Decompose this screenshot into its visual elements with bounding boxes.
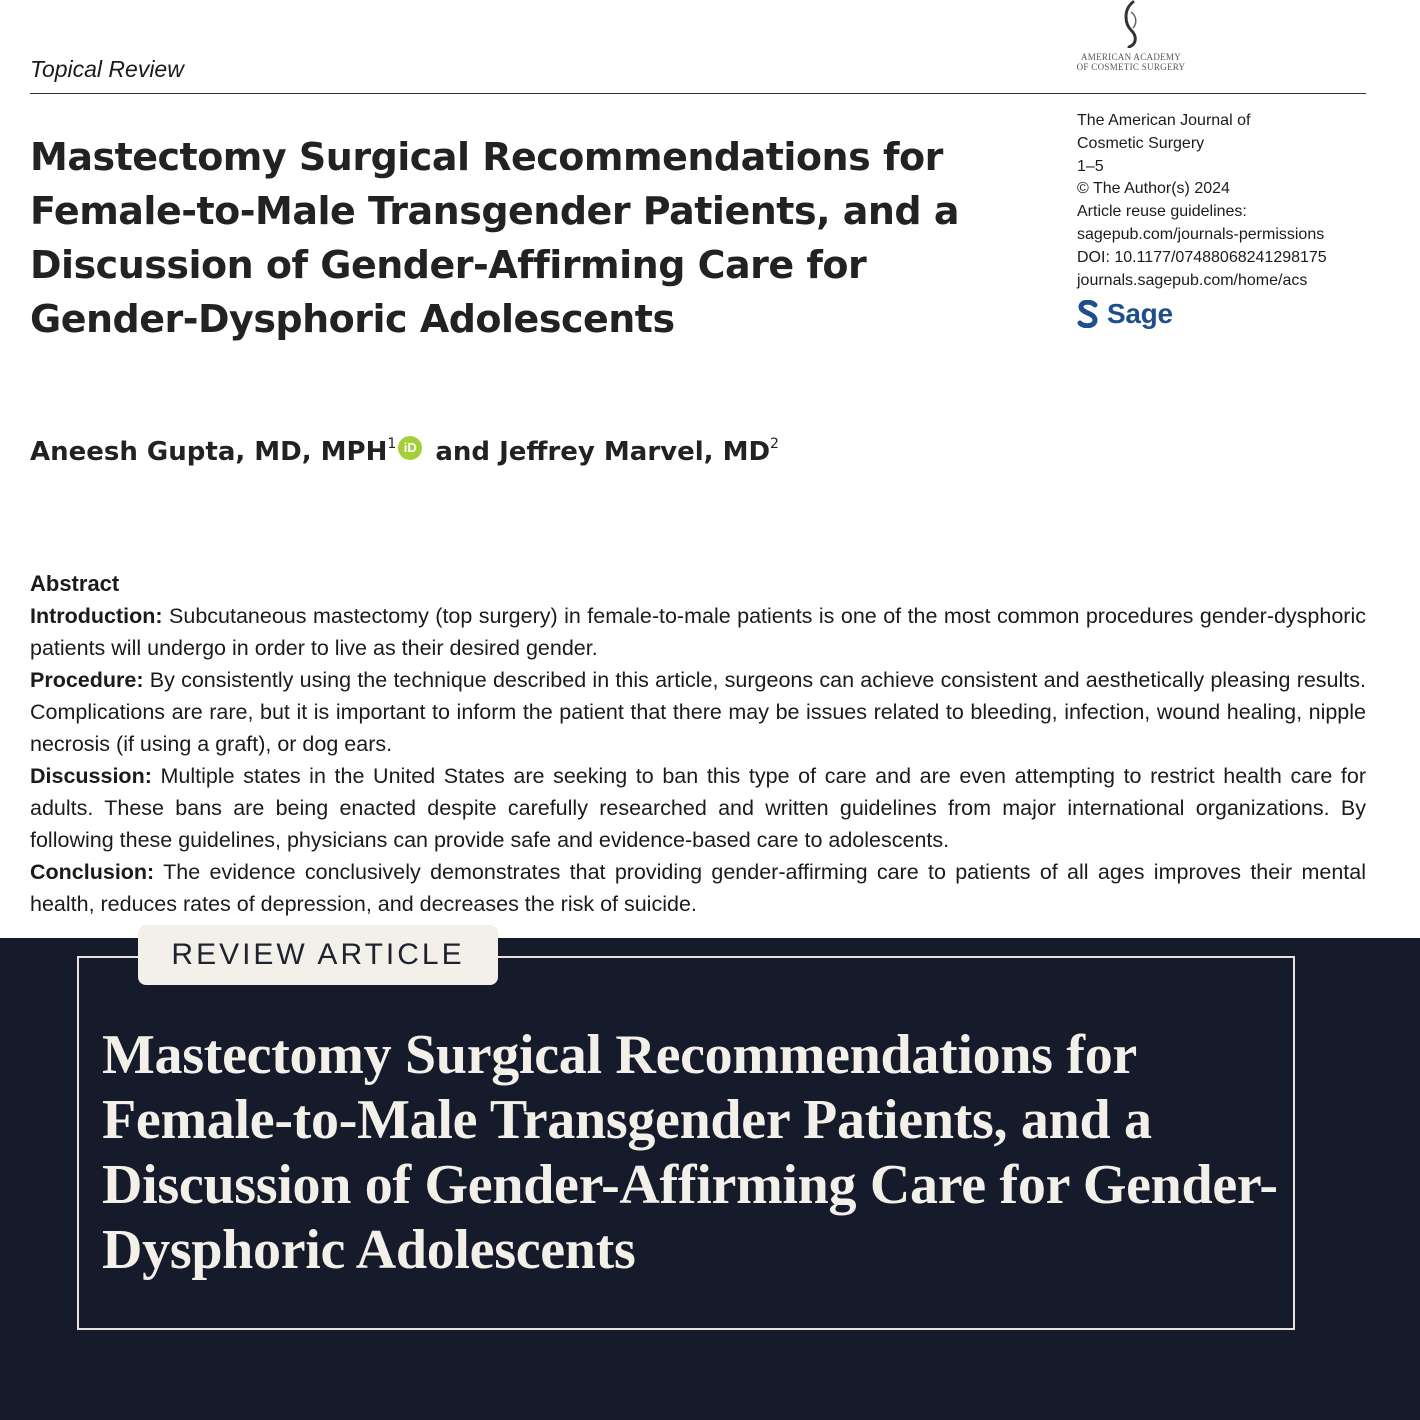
journal-pages: 1–5 — [1077, 157, 1104, 175]
conclusion-label: Conclusion: — [30, 860, 155, 884]
section-label: Topical Review — [30, 56, 184, 82]
author-2-name: Jeffrey Marvel, MD — [499, 437, 771, 467]
author-1-affiliation: 1 — [387, 436, 397, 452]
reuse-guidelines-link[interactable]: sagepub.com/journals-permissions — [1077, 225, 1325, 243]
abstract-discussion — [30, 760, 1366, 856]
orcid-icon[interactable]: iD — [398, 436, 422, 460]
promo-card — [0, 938, 1420, 1420]
header-rule — [30, 93, 1366, 94]
article-title: Mastectomy Surgical Recommendations for Female-to-Male Transgender Patients, and a Discussion of Gender-Affirming Care for Gender-Dysphoric Adolescents — [30, 135, 959, 341]
article-type-badge: REVIEW ARTICLE — [138, 925, 498, 985]
promo-title: Mastectomy Surgical Recommendations for Female-to-Male Transgender Patients, and a Discussion of Gender-Affirming Care for Gender-Dysphoric Adolescents — [102, 1024, 1278, 1281]
procedure-label: Procedure: — [30, 668, 144, 692]
abstract-procedure — [30, 664, 1366, 760]
society-logo — [1066, 0, 1196, 82]
journal-info — [1077, 110, 1377, 328]
doi-link[interactable]: DOI: 10.1177/07488068241298175 — [1077, 248, 1327, 266]
procedure-text: By consistently using the technique described in this article, surgeons can achieve consistent and aesthetically pleasing results. Complications are rare, but it is important to inform the patient that there may be issues related to bleeding, infection, wound healing, nipple necrosis (if using a graft), or dog ears. — [30, 668, 1366, 756]
introduction-text: Subcutaneous mastectomy (top surgery) in female-to-male patients is one of the most common procedures gender-dysphoric patients will undergo in order to live as their desired gender. — [30, 604, 1366, 660]
author-1-name: Aneesh Gupta, MD, MPH — [30, 437, 388, 467]
journal-copyright: © The Author(s) 2024 — [1077, 180, 1230, 198]
abstract-introduction — [30, 600, 1366, 664]
discussion-label: Discussion: — [30, 764, 152, 788]
abstract — [30, 568, 1366, 920]
conclusion-text: The evidence conclusively demonstrates that providing gender-affirming care to patients of all ages improves their mental health, reduces rates of depression, and decreases the risk of suicide. — [30, 860, 1366, 916]
reuse-guidelines-label: Article reuse guidelines: — [1077, 203, 1247, 221]
discussion-text: Multiple states in the United States are seeking to ban this type of care and are even attempting to restrict health care for adults. These bans are being enacted despite carefully researched and written guidelines from major international organizations. By following these guidelines, physicians can provide safe and evidence-based care to adolescents. — [30, 764, 1366, 852]
author-2-affiliation: 2 — [770, 436, 779, 452]
journal-home-link[interactable]: journals.sagepub.com/home/acs — [1077, 271, 1308, 289]
publisher-logo — [1077, 297, 1377, 329]
abstract-heading: Abstract — [30, 571, 120, 596]
author-line — [30, 436, 779, 467]
society-name: AMERICAN ACADEMY OF COSMETIC SURGERY — [1076, 52, 1186, 72]
sage-s-icon — [1077, 300, 1099, 328]
journal-name-line2: Cosmetic Surgery — [1077, 134, 1205, 152]
abstract-conclusion — [30, 856, 1366, 920]
publisher-name: Sage — [1107, 297, 1173, 329]
society-logo-icon — [1111, 0, 1151, 48]
author-connector: and — [435, 437, 491, 467]
introduction-label: Introduction: — [30, 604, 163, 628]
journal-name-line1: The American Journal of — [1077, 112, 1251, 129]
